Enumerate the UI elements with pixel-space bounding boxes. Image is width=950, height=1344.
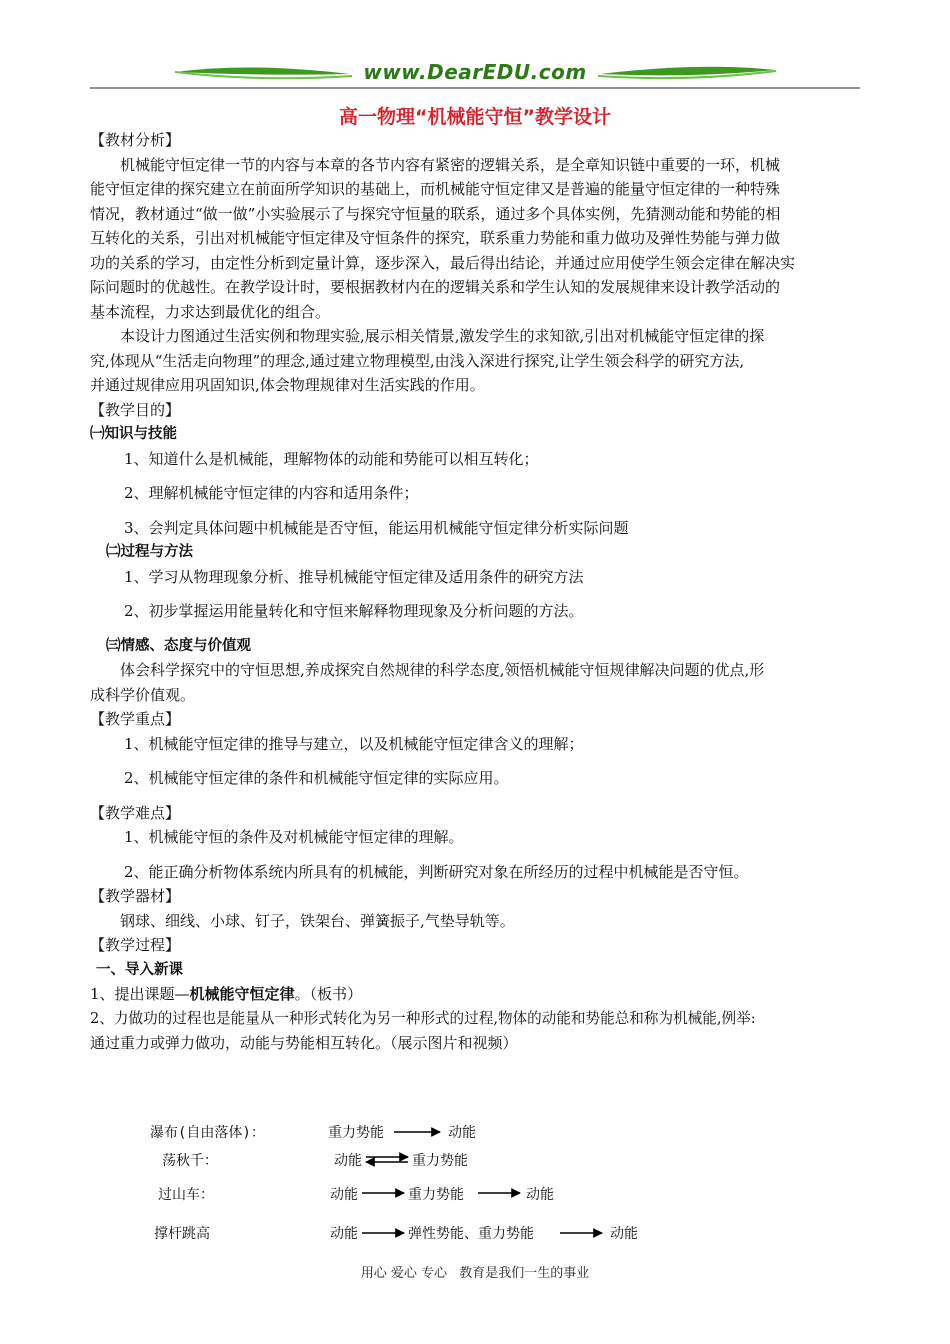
list-item: 3、会判定具体问题中机械能是否守恒，能运用机械能守恒定律分析实际问题 xyxy=(124,518,629,537)
section-heading-difficulties: 【教学难点】 xyxy=(90,803,181,822)
paragraph-line: 成科学价值观。 xyxy=(90,685,196,704)
paragraph-line: 究,体现从“生活走向物理”的理念,通过建立物理模型,由浅入深进行探究,让学生领会科学的研究方法, xyxy=(90,351,745,370)
process-item-1-prefix: 1、提出课题— xyxy=(90,985,190,1003)
footer-slogan-2: 教育是我们一生的事业 xyxy=(459,1266,590,1281)
subheading-attitude: ㈢情感、态度与价值观 xyxy=(106,637,251,654)
energy-term: 动能 xyxy=(448,1125,476,1141)
process-item-1-suffix: 。（板书） xyxy=(294,985,363,1003)
list-item: 1、机械能守恒的条件及对机械能守恒定律的理解。 xyxy=(124,828,464,846)
energy-term: 重力势能 xyxy=(412,1153,468,1169)
paragraph-line: 通过重力或弹力做功，动能与势能相互转化。（展示图片和视频） xyxy=(90,1034,518,1052)
subheading-introduction: 一、导入新课 xyxy=(96,961,183,978)
example-swing-label: 荡秋千： xyxy=(162,1153,218,1169)
process-item-1 xyxy=(90,982,862,1007)
list-item: 1、机械能守恒定律的推导与建立，以及机械能守恒定律含义的理解； xyxy=(124,734,584,753)
section-heading-equipment: 【教学器材】 xyxy=(90,887,181,905)
list-item: 1、学习从物理现象分析、推导机械能守恒定律及适用条件的研究方法 xyxy=(124,567,584,586)
subheading-process: ㈡过程与方法 xyxy=(106,544,193,560)
energy-term: 动能 xyxy=(330,1187,358,1203)
energy-term: 弹性势能、重力势能 xyxy=(408,1226,534,1242)
section-heading-key-points: 【教学重点】 xyxy=(90,710,181,728)
paragraph-line: 并通过规律应用巩固知识,体会物理规律对生活实践的作用。 xyxy=(90,376,485,394)
energy-term: 动能 xyxy=(610,1226,638,1242)
energy-term: 动能 xyxy=(334,1153,362,1169)
subheading-knowledge: ㈠知识与技能 xyxy=(90,426,177,442)
paragraph-line: 互转化的关系，引出对机械能守恒定律及守恒条件的探究，联系重力势能和重力做功及弹性势能与弹力做 xyxy=(90,229,781,247)
example-roller-coaster-label: 过山车： xyxy=(158,1187,214,1203)
paragraph-line: 功的关系的学习，由定性分析到定量计算，逐步深入，最后得出结论，并通过应用使学生领会定律在解决实 xyxy=(90,253,796,272)
list-item: 2、能正确分析物体系统内所具有的机械能，判断研究对象在所经历的过程中机械能是否守恒。 xyxy=(124,862,749,881)
section-heading-process: 【教学过程】 xyxy=(90,936,181,954)
page-footer xyxy=(0,1262,950,1281)
list-item: 2、初步掌握运用能量转化和守恒来解释物理现象及分析问题的方法。 xyxy=(124,602,584,620)
energy-term: 重力势能 xyxy=(328,1125,384,1141)
energy-term: 动能 xyxy=(526,1187,554,1203)
process-item-1-topic: 机械能守恒定律 xyxy=(189,985,295,1003)
paragraph-line: 钢球、细线、小球、钉子，铁架台、弹簧振子,气垫导轨等。 xyxy=(120,911,515,930)
section-heading-analysis: 【教材分析】 xyxy=(90,131,181,149)
energy-conversion-diagram xyxy=(150,1116,670,1246)
document-title: 高一物理“机械能守恒”教学设计 xyxy=(339,106,611,128)
energy-term: 动能 xyxy=(330,1226,358,1242)
document-body xyxy=(90,128,862,1056)
list-item: 1、知道什么是机械能，理解物体的动能和势能可以相互转化； xyxy=(124,449,539,468)
site-header xyxy=(90,58,860,92)
list-item: 2、理解机械能守恒定律的内容和适用条件； xyxy=(124,484,419,502)
paragraph-line: 能守恒定律的探究建立在前面所学知识的基础上，而机械能守恒定律又是普遍的能量守恒定律的一种特殊 xyxy=(90,180,781,198)
example-pole-vault-label: 撑杆跳高 xyxy=(154,1226,210,1242)
footer-slogan-1: 用心 爱心 专心 xyxy=(360,1266,448,1281)
paragraph-line: 情况，教材通过“做一做”小实验展示了与探究守恒量的联系，通过多个具体实例，先猜测动能和势能的相 xyxy=(90,204,781,223)
paragraph-line: 本设计力图通过生活实例和物理实验,展示相关情景,激发学生的求知欲,引出对机械能守恒定律的探 xyxy=(120,327,765,345)
paragraph-line: 机械能守恒定律一节的内容与本章的各节内容有紧密的逻辑关系，是全章知识链中重要的一环，机械 xyxy=(120,155,781,174)
paragraph-line: 2、力做功的过程也是能量从一种形式转化为另一种形式的过程,物体的动能和势能总和称为机械能,例举: xyxy=(90,1009,756,1027)
site-logo-text: www.DearEDU.com xyxy=(363,60,587,84)
list-item: 2、机械能守恒定律的条件和机械能守恒定律的实际应用。 xyxy=(124,769,509,787)
paragraph-line: 基本流程，力求达到最优化的组合。 xyxy=(90,302,331,321)
energy-term: 重力势能 xyxy=(408,1187,464,1203)
example-waterfall-label: 瀑布(自由落体)： xyxy=(150,1125,265,1141)
paragraph-line: 体会科学探究中的守恒思想,养成探究自然规律的科学态度,领悟机械能守恒规律解决问题的优点,形 xyxy=(120,661,765,679)
section-heading-goals: 【教学目的】 xyxy=(90,400,181,419)
paragraph-line: 际问题时的优越性。在教学设计时，要根据教材内在的逻辑关系和学生认知的发展规律来设计教学活动的 xyxy=(90,278,781,296)
